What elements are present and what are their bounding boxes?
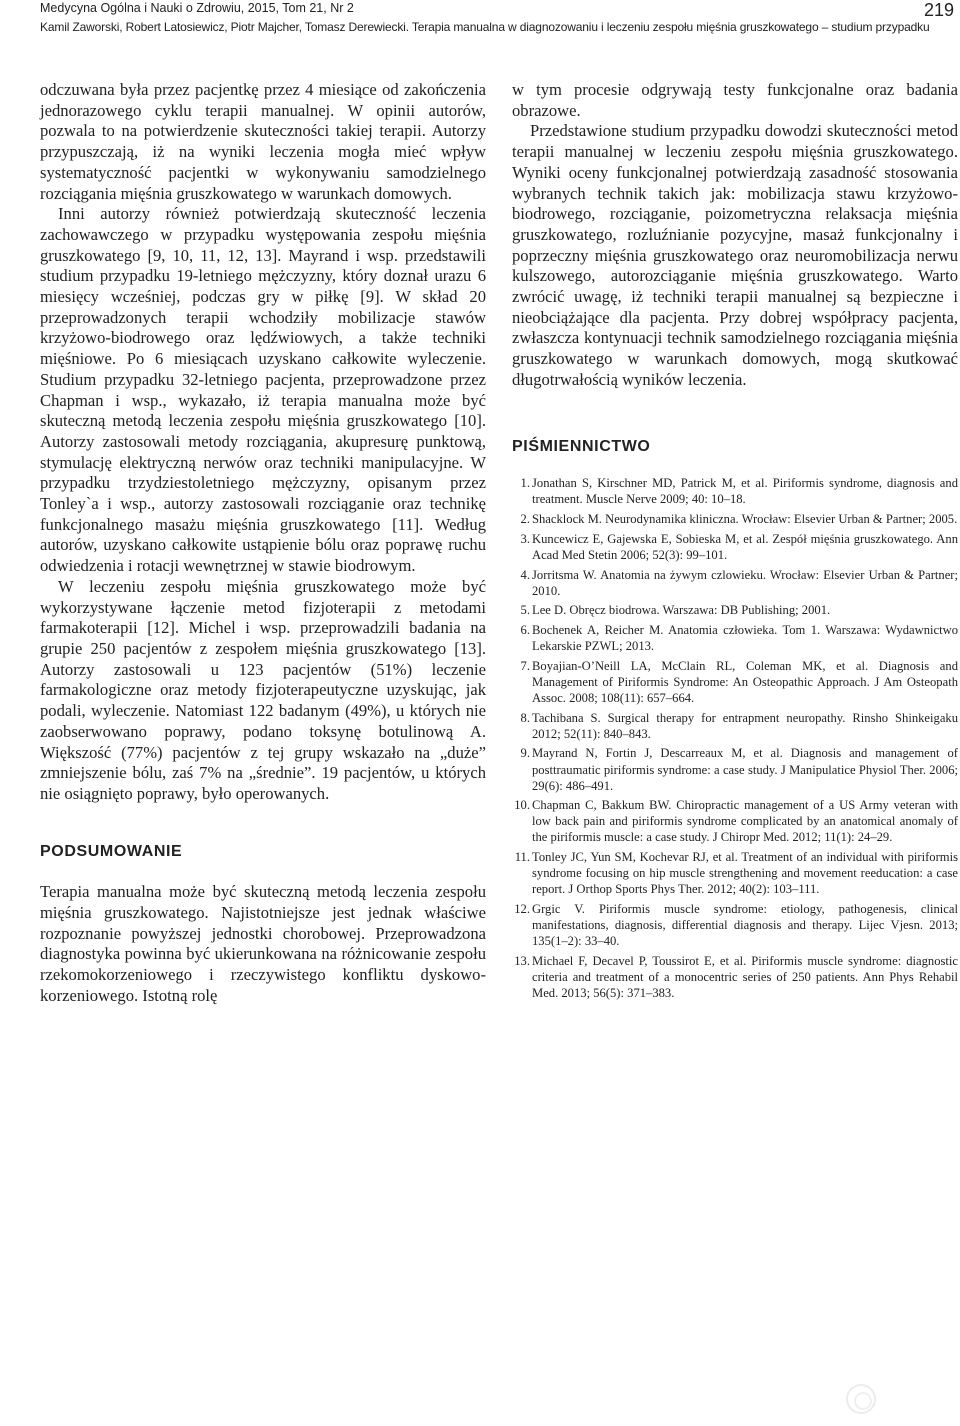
reference-text: Tonley JC, Yun SM, Kochevar RJ, et al. Treatment of an individual with piriformis syndrome focusing on hip muscle strengthening and movement reeducation: a case report. J Orthop Sports Phys Ther. 2012; 40(2): 103–111. (532, 850, 958, 897)
reference-number: 9. (520, 746, 530, 761)
reference-number: 1. (520, 476, 530, 491)
reference-item (512, 658, 958, 706)
reference-number: 3. (520, 531, 530, 546)
reference-item (512, 797, 958, 845)
reference-number: 11. (514, 850, 530, 865)
right-paragraph-2: Przedstawione studium przypadku dowodzi skuteczności metod terapii manualnej w leczeniu zespołu mięśnia gruszkowatego. Wyniki oceny funkcjonalnej potwierdzają zasadność stosowania wybranych technik takich jak: mobilizacja stawu krzyżowo-biodrowego, rozciąganie, poizometryczna relaksacja mięśnia gruszkowatego, rozluźnianie pozycyjne, masaż funkcjonalny i poprzeczny mięśnia gruszkowatego oraz neuromobilizacja nerwu kulszowego, autorozciąganie mięśnia gruszkowatego. Warto zwrócić uwagę, iż techniki terapii manualnej są bezpieczne i nieobciążające dla pacjenta. Przy dobrej współpracy pacjenta, zwłaszcza kontynuacji technik samodzielnego rozciągania mięśnia gruszkowatego w warunkach domowych, mogą skutkować długotrwałością wyników leczenia. (512, 121, 958, 389)
reference-text: Bochenek A, Reicher M. Anatomia człowieka. Tom 1. Warszawa: Wydawnictwo Lekarskie PZWL; 2013. (532, 622, 958, 654)
reference-text: Mayrand N, Fortin J, Descarreaux M, et al. Diagnosis and management of posttraumatic piriformis syndrome: a case study. J Manipulatice Physiol Ther. 2006; 29(6): 486–491. (532, 746, 958, 793)
left-column (40, 80, 486, 1007)
left-paragraph-2: Inni autorzy również potwierdzają skuteczność leczenia zachowawczego w przypadku występowania zespołu mięśnia gruszkowatego [9, 10, 11, 12, 13]. Mayrand i wsp. przedstawili studium przypadku 19-letniego mężczyzny, który doznał urazu 6 miesięcy wcześniej, podczas gry w piłkę [9]. W skład 20 przeprowadzonych terapii wchodziły mobilizacje stawów krzyżowo-biodrowego oraz lędźwiowych, a także techniki mięśniowe. Po 6 miesiącach uzyskano całkowite wyleczenie. Studium przypadku 32-letniego pacjenta, przeprowadzone przez Chapman i wsp., wykazało, iż terapia manualna może być skuteczną metodą leczenia zespołu mięśnia gruszkowatego [10]. Autorzy zastosowali metody rozciągania, akupresurę punktową, stymulację elektryczną nerwów oraz techniki manipulacyjne. W przypadku trzydziestoletniego mężczyzny, opisanym przez Tonley`a i wsp., autorzy zastosowali rozciąganie oraz technikę funkcjonalnego masażu mięśnia gruszkowatego [11]. Według autorów, uzyskano całkowite ustąpienie bólu oraz poprawę ruchu odwiedzenia i rotacji wewnętrznej w stawie biodrowym. (40, 204, 486, 576)
references-list (512, 475, 958, 1001)
reference-item (512, 475, 958, 507)
section-heading-references: PIŚMIENNICTWO (512, 437, 651, 455)
right-column (512, 80, 958, 1005)
running-header: Kamil Zaworski, Robert Latosiewicz, Piotr Majcher, Tomasz Derewiecki. Terapia manualna w diagnozowaniu i leczeniu zespołu mięśnia gruszkowatego – studium przypadku (40, 20, 930, 34)
reference-text: Jorritsma W. Anatomia na żywym czlowieku. Wrocław: Elsevier Urban & Partner; 2010. (532, 567, 958, 598)
reference-item (512, 849, 958, 897)
reference-item (512, 901, 958, 949)
reference-number: 12. (514, 902, 530, 917)
watermark-logo (846, 1384, 876, 1414)
reference-text: Grgic V. Piriformis muscle syndrome: etiology, pathogenesis, clinical manifestations, diagnosis, differential diagnosis and therapy. Lijec Vjesn. 2013; 135(1–2): 33–40. (532, 902, 958, 949)
reference-item (512, 953, 958, 1001)
reference-text: Kuncewicz E, Gajewska E, Sobieska M, et al. Zespół mięśnia gruszkowatego. Ann Acad Med Stetin 2006; 52(3): 99–101. (532, 531, 958, 562)
section-heading-summary: PODSUMOWANIE (40, 842, 183, 860)
reference-number: 10. (514, 798, 530, 813)
journal-title: Medycyna Ogólna i Nauki o Zdrowiu, 2015, Tom 21, Nr 2 (40, 1, 354, 15)
reference-number: 8. (520, 710, 530, 725)
reference-item (512, 511, 958, 527)
reference-item (512, 531, 958, 563)
reference-text: Tachibana S. Surgical therapy for entrapment neuropathy. Rinsho Shinkeigaku 2012; 52(11): 840–843. (532, 710, 958, 741)
reference-text: Boyajian-O’Neill LA, McClain RL, Coleman MK, et al. Diagnosis and Management of Piriformis Syndrome: An Osteopathic Approach. J Am Osteopath Assoc. 2008; 108(11): 657–664. (532, 658, 958, 705)
reference-text: Michael F, Decavel P, Toussirot E, et al. Piriformis muscle syndrome: diagnostic criteria and treatment of a monocentric series of 250 patients. Ann Phys Rehabil Med. 2013; 56(5): 371–383. (532, 953, 958, 1001)
reference-number: 13. (514, 953, 530, 968)
reference-number: 4. (520, 567, 530, 582)
reference-number: 2. (520, 512, 530, 527)
reference-number: 7. (520, 658, 530, 673)
reference-number: 5. (520, 603, 530, 618)
reference-text: Shacklock M. Neurodynamika kliniczna. Wrocław: Elsevier Urban & Partner; 2005. (532, 512, 958, 527)
reference-text: Chapman C, Bakkum BW. Chiropractic management of a US Army veteran with low back pain and piriformis syndrome complicated by an anatomical anomaly of the piriformis muscle: a case study. J Chiropr Med. 2012; 11(1): 24–29. (532, 798, 958, 845)
reference-item (512, 622, 958, 654)
reference-number: 6. (520, 622, 530, 637)
reference-item (512, 567, 958, 599)
reference-item (512, 602, 958, 618)
left-paragraph-3: W leczeniu zespołu mięśnia gruszkowatego może być wykorzystywane łączenie metod fizjoterapii z metodami farmakoterapii [12]. Michel i wsp. przeprowadzili badania na grupie 250 pacjentów z zespołem mięśnia gruszkowatego [13]. Autorzy zastosowali u 123 pacjentów (51%) leczenie farmakologiczne oraz metody fizjoterapeutyczne uzyskując, jak podali, wyleczenie. Natomiast 122 badanym (49%), u których nie zaobserwowano poprawy, podano toksynę botulinową A. Większość (77%) pacjentów z tej grupy wskazało na „duże” zmniejszenie bólu, zaś 7% na „średnie”. 19 pacjentów, u których nie osiągnięto poprawy, było operowanych. (40, 576, 486, 803)
reference-text: Jonathan S, Kirschner MD, Patrick M, et al. Piriformis syndrome, diagnosis and treatment. Muscle Nerve 2009; 40: 10–18. (532, 476, 958, 507)
reference-item (512, 745, 958, 793)
page-number: 219 (923, 0, 954, 20)
summary-paragraph: Terapia manualna może być skuteczną metodą leczenia zespołu mięśnia gruszkowatego. Najistotniejsze jest jednak właściwe rozpoznanie powyższej jednostki chorobowej. Przeprowadzona diagnostyka powinna być ukierunkowana na różnicowanie zespołu rzekomokorzeniowego i rzeczywistego konfliktu dyskowo-korzeniowego. Istotną rolę (40, 882, 486, 1005)
left-paragraph-1: odczuwana była przez pacjentkę przez 4 miesiące od zakończenia jednorazowego cyklu terapii manualnej. W opinii autorów, pozwala to na potwierdzenie skuteczności takiej terapii. Autorzy przypuszczają, iż na wyniki leczenia mogła mieć wpływ systematyczność pacjentki w wykonywaniu samodzielnego rozciągania mięśnia gruszkowatego w warunkach domowych. (40, 80, 486, 203)
reference-text: Lee D. Obręcz biodrowa. Warszawa: DB Publishing; 2001. (532, 603, 831, 618)
reference-item (512, 710, 958, 742)
right-paragraph-1: w tym procesie odgrywają testy funkcjonalne oraz badania obrazowe. (512, 80, 958, 120)
